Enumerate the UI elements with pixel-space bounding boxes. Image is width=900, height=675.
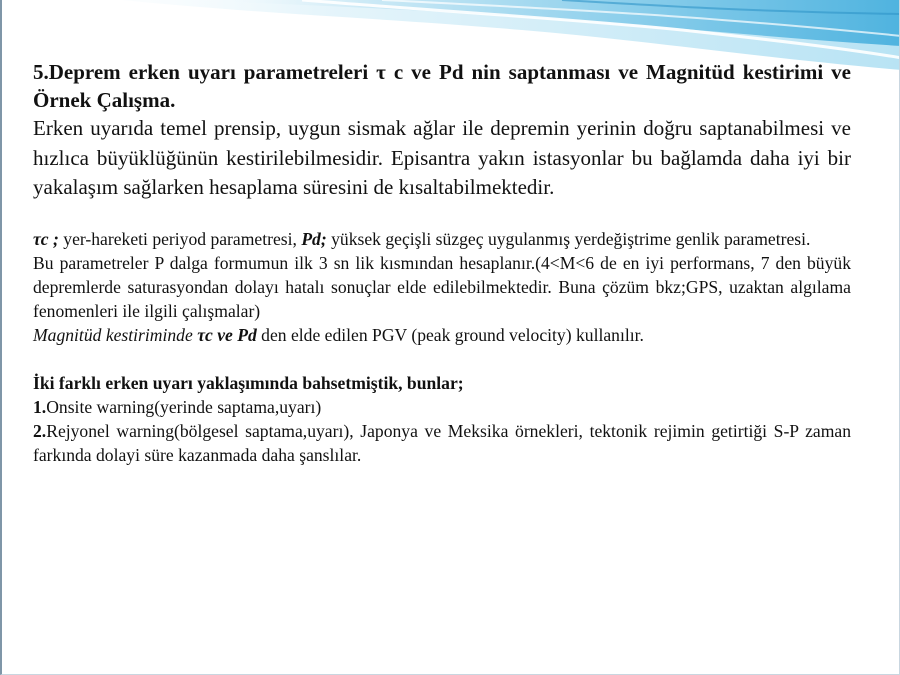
slide-content [33,58,851,467]
spacer [33,347,851,371]
pd-symbol: Pd; [301,228,327,249]
slide-title: 5.Deprem erken uyarı parametreleri τ c ve Pd nin saptanması ve Magnitüd kestirimi ve Örnek Çalışma. [33,60,851,112]
approach-item-onsite [33,395,851,419]
magnitude-prefix: Magnitüd kestiriminde [33,324,198,345]
pd-description: yüksek geçişli süzgeç uygulanmış yerdeğiştrime genlik parametresi. [326,228,811,249]
approach-number: 1. [33,396,47,417]
parameters-paragraph [33,227,851,251]
calculation-paragraph: Bu parametreler P dalga formumun ilk 3 sn lik kısmından hesaplanır.(4<M<6 de en iyi performans, 7 den büyük depremlerde saturasyondan dolayı hatalı sonuçlar elde edilebilmektedir. Buna çözüm bkz;GPS, uzaktan algılama fenomenleri ile ilgili çalışmalar) [33,252,851,321]
magnitude-suffix: den elde edilen PGV (peak ground velocity) kullanılır. [256,324,644,345]
tc-description: yer-hareketi periyod parametresi, [58,228,302,249]
approach-text: Rejyonel warning(bölgesel saptama,uyarı), Japonya ve Meksika örnekleri, tektonik rejimin getirtiği S-P zaman farkında dolayi süre kazanmada daha şanslılar. [33,420,851,465]
tc-symbol: τc ; [33,228,59,249]
approach-item-regional [33,419,851,467]
magnitude-paragraph [33,323,851,347]
approach-text: Onsite warning(yerinde saptama,uyarı) [46,396,322,417]
approach-number: 2. [33,420,47,441]
magnitude-params: τc ve Pd [197,324,257,345]
spacer [33,203,851,227]
intro-paragraph: Erken uyarıda temel prensip, uygun sismak ağlar ile depremin yerinin doğru saptanabilmesi ve hızlıca büyüklüğünün kestirilebilmesidir. Episantra yakın istasyonlar bu bağlamda daha iyi bir yakalaşım sağlarken hesaplama süresini de kısaltabilmektedir. [33,116,851,199]
approaches-heading: İki farklı erken uyarı yaklaşımında bahsetmiştik, bunlar; [33,372,464,393]
